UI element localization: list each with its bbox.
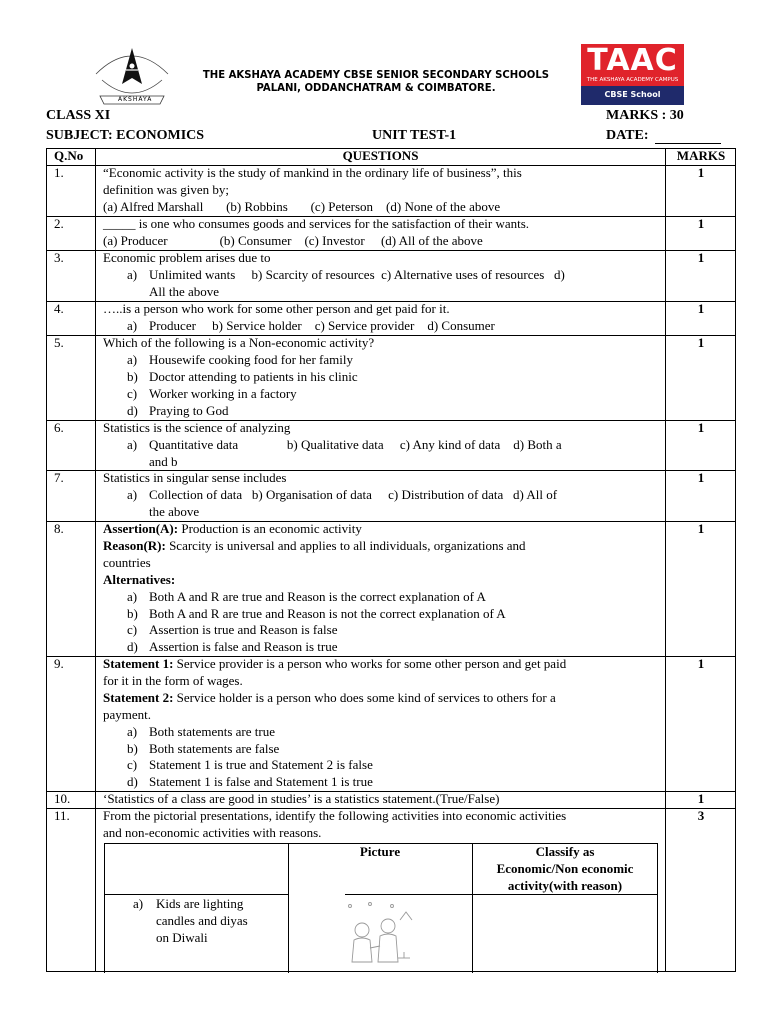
school-line-1: THE AKSHAYA ACADEMY CBSE SENIOR SECONDARY SCHOOLS (202, 69, 550, 81)
question-number: 2. (54, 216, 64, 231)
option-item (103, 318, 658, 335)
activity-text (133, 895, 248, 946)
option-text: Doctor attending to patients in his clinic (149, 368, 358, 384)
option-text: Statement 1 is false and Statement 1 is true (149, 774, 373, 790)
question-line: and non-economic activities with reasons. (103, 824, 322, 840)
option-continuation: the above (149, 503, 200, 519)
option-label: a) (127, 351, 138, 367)
option-label: d) (127, 639, 138, 655)
question-number: 5. (54, 335, 64, 350)
picture-header: Picture (359, 844, 401, 859)
option-text: Statement 1 is true and Statement 2 is false (149, 757, 373, 773)
activity-item (133, 895, 248, 946)
option-label: d) (127, 774, 138, 790)
question-mark: 1 (697, 250, 705, 265)
question-line: “Economic activity is the study of mankind in the ordinary life of business”, this (103, 165, 522, 180)
inner-row-line (472, 894, 658, 895)
question-options: (a) Alfred Marshall (b) Robbins (c) Peterson (d) None of the above (103, 198, 501, 214)
table-col-divider-2 (665, 148, 666, 972)
unit-test-label: UNIT TEST-1 (372, 128, 457, 143)
option-text: Both A and R are true and Reason is not the correct explanation of A (149, 605, 506, 621)
inner-row-line (345, 894, 472, 895)
school-name (188, 69, 564, 95)
question-number: 10. (54, 791, 71, 806)
option-item (103, 606, 658, 623)
question-number: 11. (54, 808, 70, 823)
question-mark: 1 (697, 165, 705, 180)
question-mark: 1 (697, 301, 705, 316)
question-8 (103, 521, 658, 656)
question-mark: 1 (697, 470, 705, 485)
question-line: Statistics is the science of analyzing (103, 420, 291, 435)
activity-line: on Diwali (156, 930, 208, 945)
option-continuation: All the above (149, 283, 220, 299)
col-header-no: Q.No (54, 148, 84, 163)
question-number: 7. (54, 470, 64, 485)
option-label: a) (127, 266, 138, 282)
option-item (103, 724, 658, 741)
classify-header-line: Classify as (535, 844, 595, 859)
reason-line (103, 538, 658, 555)
table-col-divider-1 (95, 148, 96, 972)
question-3 (103, 250, 658, 301)
reason-text: Scarcity is universal and applies to all individuals, organizations and (165, 537, 526, 553)
logo-caption: AKSHAYA (118, 96, 153, 103)
option-item (103, 757, 658, 774)
statement-2-continuation: payment. (103, 706, 152, 722)
option-text: Both statements are true (149, 723, 275, 739)
question-line: …..is a person who work for some other person and get paid for it. (103, 301, 450, 316)
classify-header-line: activity(with reason) (507, 878, 623, 893)
question-number: 1. (54, 165, 64, 180)
option-text: Assertion is false and Reason is true (149, 639, 338, 655)
statement-1-continuation: for it in the form of wages. (103, 672, 243, 688)
col-header-marks: MARKS (676, 148, 726, 163)
option-text: Quantitative data b) Qualitative data c) Any kind of data d) Both a (149, 436, 562, 452)
assertion-text: Production is an economic activity (178, 521, 362, 536)
statement-2-line (103, 690, 658, 707)
option-item (103, 589, 658, 606)
question-line: _____ is one who consumes goods and services for the satisfaction of their wants. (103, 216, 530, 231)
option-text: Both statements are false (149, 740, 280, 756)
option-text: Unlimited wants b) Scarcity of resources c) Alternative uses of resources d) (149, 266, 565, 282)
subject-label: SUBJECT: ECONOMICS (46, 128, 205, 143)
table-border-left (46, 148, 47, 972)
activity-line: candles and diyas (156, 913, 248, 928)
question-6 (103, 420, 658, 471)
option-item (103, 622, 658, 639)
taac-logo (581, 44, 684, 105)
date-label: DATE: (606, 128, 649, 143)
statement-2-label: Statement 2: (103, 689, 174, 705)
option-text: Both A and R are true and Reason is the correct explanation of A (149, 588, 486, 604)
question-11 (103, 808, 658, 842)
inner-col-line (288, 843, 289, 973)
taac-subtitle: THE AKSHAYA ACADEMY CAMPUS (586, 77, 679, 83)
question-options: (a) Producer (b) Consumer (c) Investor (d) All of the above (103, 232, 483, 248)
taac-cbse-label: CBSE School (604, 90, 661, 99)
classify-header (472, 843, 658, 894)
question-number: 6. (54, 420, 64, 435)
option-item (103, 487, 658, 504)
question-number: 8. (54, 521, 64, 536)
option-item (103, 352, 658, 369)
question-5 (103, 335, 658, 420)
question-number: 4. (54, 301, 64, 316)
question-line: Statistics in singular sense includes (103, 470, 287, 485)
inner-col-line (104, 843, 105, 973)
activity-line: Kids are lighting (156, 896, 244, 911)
option-label: a) (127, 486, 138, 502)
option-label: a) (127, 436, 138, 452)
question-number: 3. (54, 250, 64, 265)
statement-1-label: Statement 1: (103, 656, 174, 671)
alternatives-label (103, 572, 658, 589)
option-item (103, 437, 658, 454)
question-line: definition was given by; (103, 181, 230, 197)
question-2 (103, 216, 658, 250)
statement-1-line (103, 656, 658, 673)
option-item (103, 267, 658, 284)
option-label: b) (127, 740, 138, 756)
option-text: Producer b) Service holder c) Service provider d) Consumer (149, 317, 495, 333)
reason-continuation: countries (103, 554, 151, 570)
option-text: Worker working in a factory (149, 385, 297, 401)
question-mark: 3 (697, 808, 705, 823)
option-item (103, 403, 658, 420)
option-text: Assertion is true and Reason is false (149, 622, 338, 638)
question-mark: 1 (697, 521, 705, 536)
statement-2-text: Service holder is a person who does some kind of services to others for a (173, 689, 556, 705)
question-mark: 1 (697, 656, 705, 671)
question-line: ‘Statistics of a class are good in studies’ is a statistics statement.(True/False) (103, 791, 500, 806)
question-line: From the pictorial presentations, identify the following activities into economic activities (103, 808, 567, 823)
alternatives-heading: Alternatives: (103, 571, 176, 587)
classify-header-line: Economic/Non economic (496, 861, 634, 876)
question-line: Which of the following is a Non-economic activity? (103, 335, 375, 350)
assertion-label: Assertion(A): (103, 521, 179, 536)
question-mark: 1 (697, 791, 705, 806)
question-mark: 1 (697, 216, 705, 231)
option-label: a) (127, 723, 138, 739)
option-label: a) (127, 588, 138, 604)
question-number: 9. (54, 656, 64, 671)
question-line: Economic problem arises due to (103, 250, 271, 265)
col-header-questions: QUESTIONS (342, 148, 419, 163)
taac-title: TAAC (587, 43, 678, 78)
option-text: Praying to God (149, 402, 229, 418)
table-border-right (735, 148, 736, 972)
marks-total: MARKS : 30 (606, 108, 684, 123)
kids-diwali-illustration (340, 896, 420, 970)
option-item (103, 639, 658, 656)
school-line-2: PALANI, ODDANCHATRAM & COIMBATORE. (256, 82, 496, 94)
option-label: c) (127, 757, 138, 773)
statement-1-text: Service provider is a person who works for some other person and get paid (173, 656, 567, 671)
question-1 (103, 165, 658, 216)
question-mark: 1 (697, 335, 705, 350)
option-item (103, 369, 658, 386)
option-continuation: and b (149, 453, 178, 469)
option-label: c) (127, 385, 138, 401)
option-text: Housewife cooking food for her family (149, 351, 353, 367)
option-label: c) (127, 622, 138, 638)
option-item (103, 386, 658, 403)
option-text: Collection of data b) Organisation of data c) Distribution of data d) All of (149, 486, 558, 502)
date-underline (655, 143, 721, 144)
question-10 (103, 791, 658, 808)
option-label: b) (127, 368, 138, 384)
question-7 (103, 470, 658, 521)
option-label: d) (127, 402, 138, 418)
option-label: a) (127, 317, 138, 333)
question-mark: 1 (697, 420, 705, 435)
option-item (103, 741, 658, 758)
assertion-line (103, 521, 658, 538)
question-4 (103, 301, 658, 335)
option-item (103, 774, 658, 791)
class-label: CLASS XI (46, 108, 111, 123)
activity-label: a) (133, 896, 144, 911)
reason-label: Reason(R): (103, 537, 166, 553)
option-label: b) (127, 605, 138, 621)
question-9 (103, 656, 658, 791)
